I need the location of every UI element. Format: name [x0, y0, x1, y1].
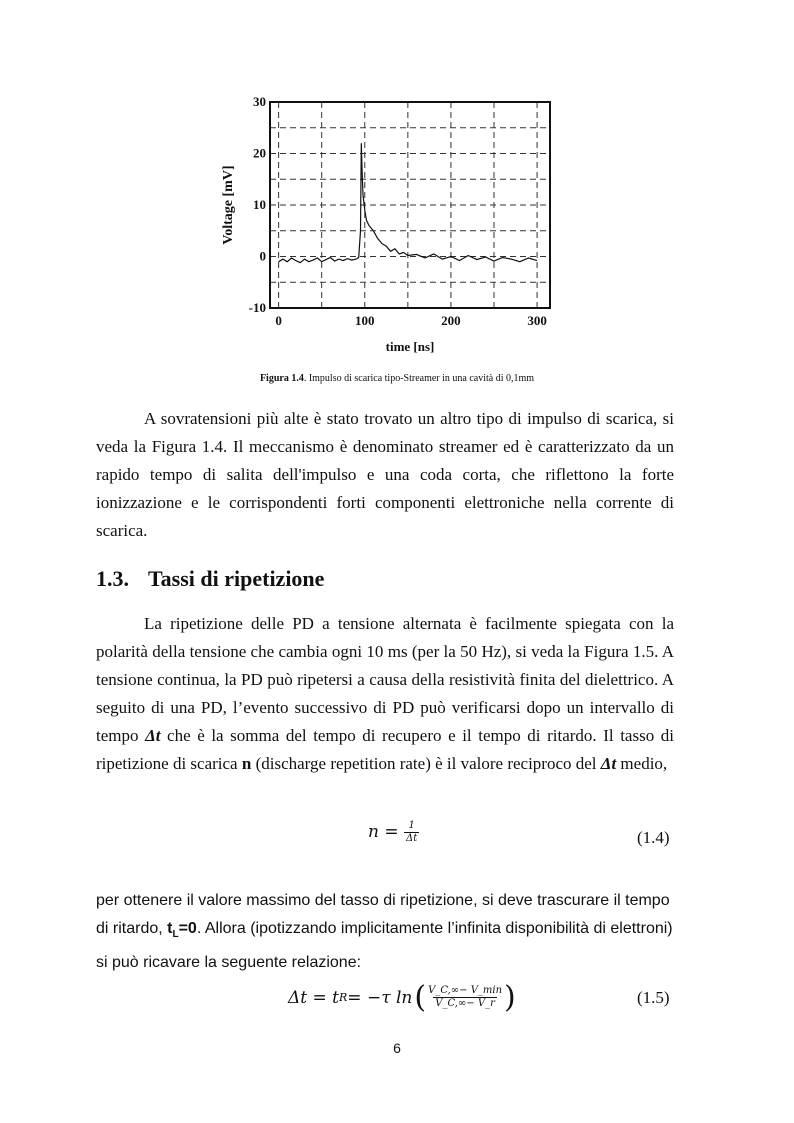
- voltage-time-chart: [214, 92, 564, 364]
- eq-numerator: 1: [408, 820, 415, 831]
- eq-denominator: V_C,∞− V_r: [435, 998, 495, 1009]
- paragraph-streamer: A sovratensioni più alte è stato trovato un altro tipo di impulso di scarica, si veda la Figura 1.4. Il meccanismo è denominato streamer ed è caratterizzato da un rapido tempo di salita dell'impulso e una coda corta, che riflettono la forte ionizzazione e le corrispondenti forti componenti elettroniche nella corrente di scarica.: [96, 409, 674, 540]
- figure-caption-text: . Impulso di scarica tipo-Streamer in una cavità di 0,1mm: [303, 373, 535, 384]
- y-tick-label: -10: [248, 300, 266, 315]
- x-tick-label: 100: [355, 313, 375, 328]
- y-tick-label: 30: [253, 94, 266, 109]
- section-number: 1.3.: [96, 566, 129, 591]
- x-axis-label: time [ns]: [385, 339, 435, 354]
- eq-numerator: V_C,∞− V_min: [428, 985, 503, 996]
- y-tick-labels: [249, 94, 266, 315]
- x-tick-label: 0: [275, 313, 282, 328]
- x-tick-label: 300: [527, 313, 547, 328]
- section-title: Tassi di ripetizione: [148, 566, 325, 591]
- x-tick-labels: [275, 313, 546, 328]
- y-tick-label: 10: [253, 197, 266, 212]
- delta-t-symbol: Δt: [145, 726, 161, 745]
- equation-number-1-5: (1.5): [637, 988, 670, 1007]
- figure-caption-label: Figura 1.4: [259, 373, 304, 384]
- y-tick-label: 20: [253, 145, 266, 161]
- delta-t-symbol: Δt: [600, 754, 617, 773]
- chart-grid: [270, 102, 550, 308]
- paragraph-repetition: La ripetizione delle PD a tensione alternata è facilmente spiegata con la polarità della tensione che cambia ogni 10 ms (per la 50 Hz), si veda la Figura 1.5. A tensione continua, la PD può ripetersi a causa della resistività finita del dielettrico. A seguito di una PD, l’evento successivo di PD può verificarsi dopo un intervallo di tempo Δt che è la somma del tempo di recupero e il tempo di ritardo. Il tasso di ripetizione di scarica n (discharge repetition rate) è il valore reciproco del Δt medio,: [96, 614, 674, 773]
- eq-denominator: Δt: [406, 833, 418, 844]
- y-tick-label: 0: [259, 248, 266, 264]
- equation-1-5: Δt = t R = −τ ln ( $\frac{V\_C,\infty- V\_\min}{V\_C,\infty- V\_r}$ ): [288, 980, 516, 1015]
- x-tick-label: 200: [441, 313, 461, 328]
- paragraph-derivation: per ottenere il valore massimo del tasso di ripetizione, si deve trascurare il tempo di ritardo, $t_L=0$. Allora (ipotizzando implicitamente l’infinita disponibilità di elettroni) si può ricavare la seguente relazione:: [96, 892, 673, 972]
- n-symbol: n: [241, 754, 252, 773]
- equation-1-4: n = $\frac{1}{\Delta t}$: [368, 820, 418, 844]
- equation-number-1-4: (1.4): [637, 828, 670, 847]
- y-axis-label: Voltage [mV]: [221, 165, 236, 245]
- page-number: 6: [393, 1040, 401, 1056]
- figure-caption: [0, 373, 794, 384]
- section-heading: [96, 566, 324, 592]
